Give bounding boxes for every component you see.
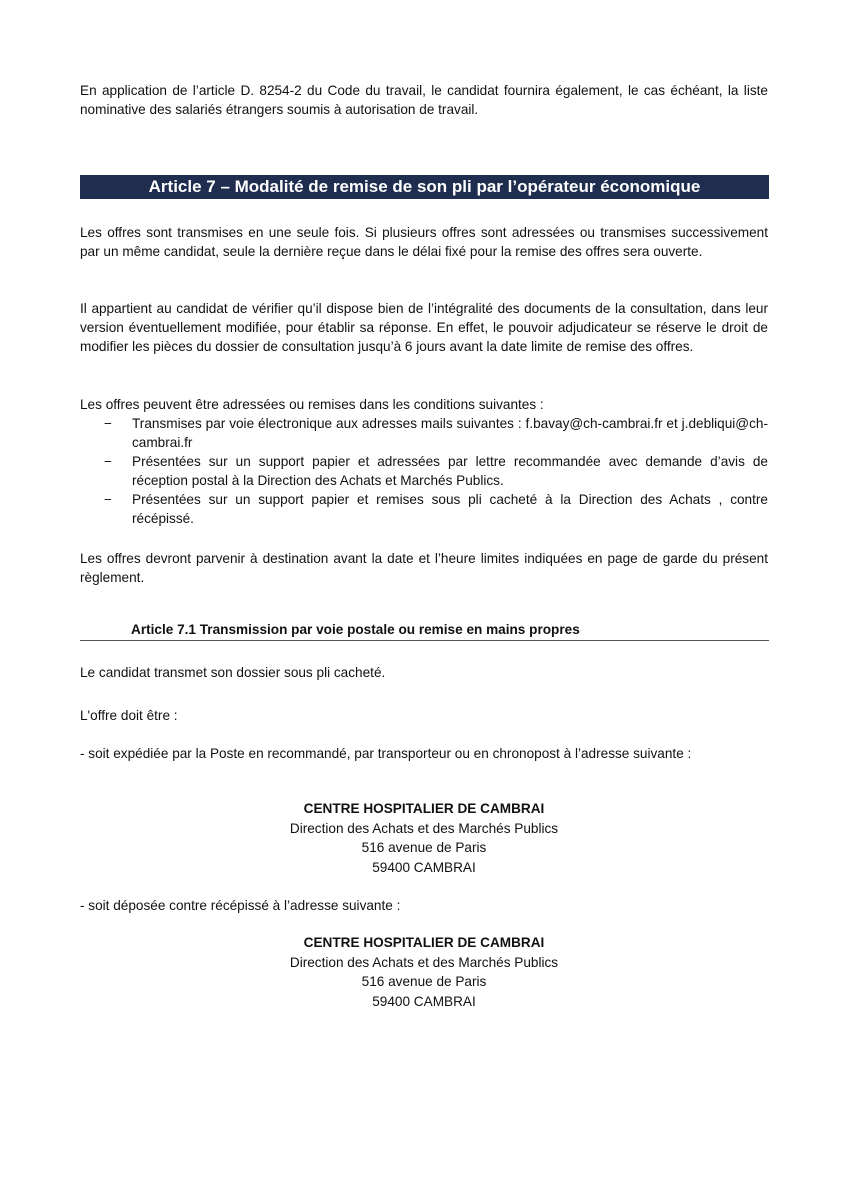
article-7-1-line-2: L'offre doit être : — [80, 708, 178, 723]
address-city: 59400 CAMBRAI — [372, 859, 476, 875]
postal-address-block — [80, 799, 768, 877]
list-item-text: Présentées sur un support papier et remises sous pli cacheté à la Direction des Achats , contre récépissé. — [132, 492, 768, 526]
article-7-paragraph-1: Les offres sont transmises en une seule fois. Si plusieurs offres sont adressées ou transmises successivement par un même candidat, seule la dernière reçue dans le délai fixé pour la remise des offres sera ouverte. — [80, 225, 768, 259]
intro-paragraph: En application de l’article D. 8254-2 du Code du travail, le candidat fournira également, le cas échéant, la liste nominative des salariés étrangers soumis à autorisation de travail. — [80, 83, 768, 117]
address-department: Direction des Achats et des Marchés Publics — [289, 954, 559, 970]
address-department: Direction des Achats et des Marchés Publics — [289, 820, 559, 836]
article-7-heading: Article 7 – Modalité de remise de son pli par l’opérateur économique — [80, 175, 769, 199]
article-7-1-line-1: Le candidat transmet son dossier sous pli cacheté. — [80, 665, 386, 680]
delivery-address-block — [80, 933, 768, 1011]
address-city: 59400 CAMBRAI — [372, 993, 476, 1009]
article-7-1-heading — [80, 621, 769, 641]
address-name: CENTRE HOSPITALIER DE CAMBRAI — [303, 801, 545, 816]
article-7-paragraph-4: Les offres devront parvenir à destination avant la date et l’heure limites indiquées en page de garde du présent règlement. — [80, 551, 768, 585]
list-item-text: Présentées sur un support papier et adressées par lettre recommandée avec demande d’avis de réception postal à la Direction des Achats et Marchés Publics. — [132, 454, 768, 488]
address-name: CENTRE HOSPITALIER DE CAMBRAI — [303, 935, 545, 950]
article-7-1-title: Article 7.1 Transmission par voie postale ou remise en mains propres — [131, 622, 580, 637]
list-item — [80, 452, 768, 490]
address-street: 516 avenue de Paris — [361, 840, 487, 855]
article-7-1-line-4: - soit déposée contre récépissé à l’adresse suivante : — [80, 898, 401, 913]
dash-bullet-icon: − — [104, 416, 112, 431]
article-7-paragraph-3: Les offres peuvent être adressées ou remises dans les conditions suivantes : — [80, 397, 544, 412]
list-item — [80, 490, 768, 528]
address-street: 516 avenue de Paris — [361, 974, 487, 989]
dash-bullet-icon: − — [104, 492, 112, 507]
article-7-paragraph-2: Il appartient au candidat de vérifier qu’il dispose bien de l’intégralité des documents de la consultation, dans leur version éventuellement modifiée, pour établir sa réponse. En effet, le pouvoir adjudicateur se réserve le droit de modifier les pièces du dossier de consultation jusqu’à 6 jours avant la date limite de remise des offres. — [80, 301, 768, 354]
list-item-text: Transmises par voie électronique aux adresses mails suivantes : f.bavay@ch-cambrai.fr et j.debliqui@ch-cambrai.fr — [132, 416, 768, 450]
list-item — [80, 414, 768, 452]
article-7-1-line-3: - soit expédiée par la Poste en recommandé, par transporteur ou en chronopost à l’adresse suivante : — [80, 746, 692, 761]
submission-methods-list — [80, 414, 768, 528]
dash-bullet-icon: − — [104, 454, 112, 469]
